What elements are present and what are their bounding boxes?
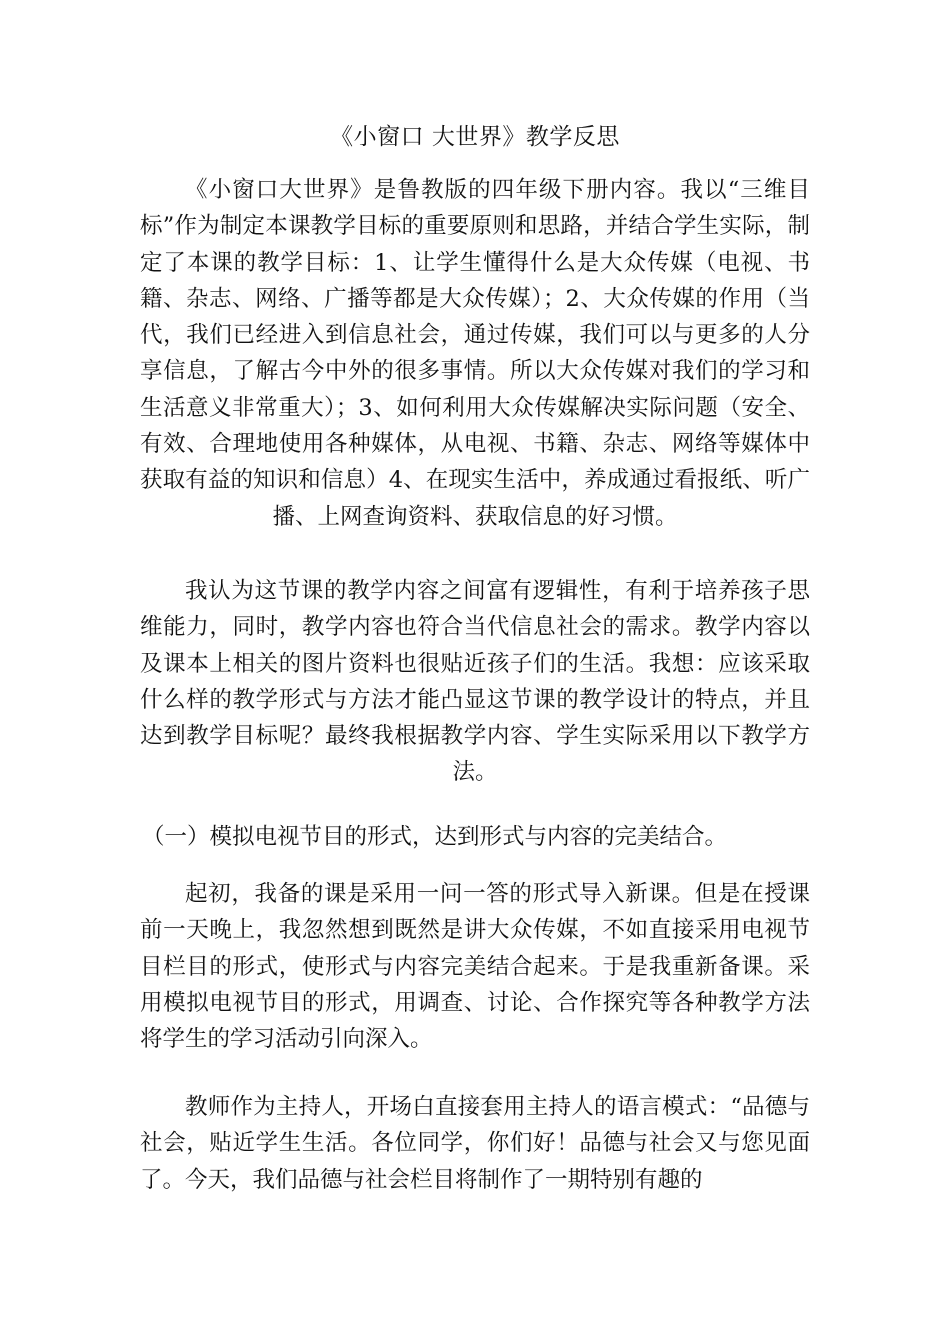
paragraph-teaching-content: 我认为这节课的教学内容之间富有逻辑性，有利于培养孩子思维能力，同时，教学内容也符合当代信息社会的需求。教学内容以及课本上相关的图片资料也很贴近孩子们的生活。我想：应该采取什么样的教学形式与方法才能凸显这节课的教学设计的特点，并且达到教学目标呢？最终我根据教学内容、学生实际采用以下教学方法。 [140,578,810,786]
paragraph-host-opening: 教师作为主持人，开场白直接套用主持人的语言模式：“品德与社会，贴近学生生活。各位同学，你们好！品德与社会又与您见面了。今天，我们品德与社会栏目将制作了一期特别有趣的 [140,1094,810,1193]
paragraph-lesson-prep: 起初，我备的课是采用一问一答的形式导入新课。但是在授课前一天晚上，我忽然想到既然是讲大众传媒，不如直接采用电视节目栏目的形式，使形式与内容完美结合起来。于是我重新备课。采用模拟电视节目的形式，用调查、讨论、合作探究等各种教学方法将学生的学习活动引向深入。 [140,881,810,1053]
paragraph-teaching-goals: 《小窗口大世界》是鲁教版的四年级下册内容。我以“三维目标”作为制定本课教学目标的重要原则和思路，并结合学生实际，制定了本课的教学目标：1、让学生懂得什么是大众传媒（电视、书籍、杂志、网络、广播等都是大众传媒）；2、大众传媒的作用（当代，我们已经进入到信息社会，通过传媒，我们可以与更多的人分享信息，了解古今中外的很多事情。所以大众传媒对我们的学习和生活意义非常重大）；3、如何利用大众传媒解决实际问题（安全、有效、合理地使用各种媒体，从电视、书籍、杂志、网络等媒体中获取有益的知识和信息）4、在现实生活中，养成通过看报纸、听广播、上网查询资料、获取信息的好习惯。 [140,177,810,530]
section-heading-1: （一）模拟电视节目的形式，达到形式与内容的完美结合。 [142,824,728,850]
document-title: 《小窗口 大世界》教学反思 [330,124,620,150]
